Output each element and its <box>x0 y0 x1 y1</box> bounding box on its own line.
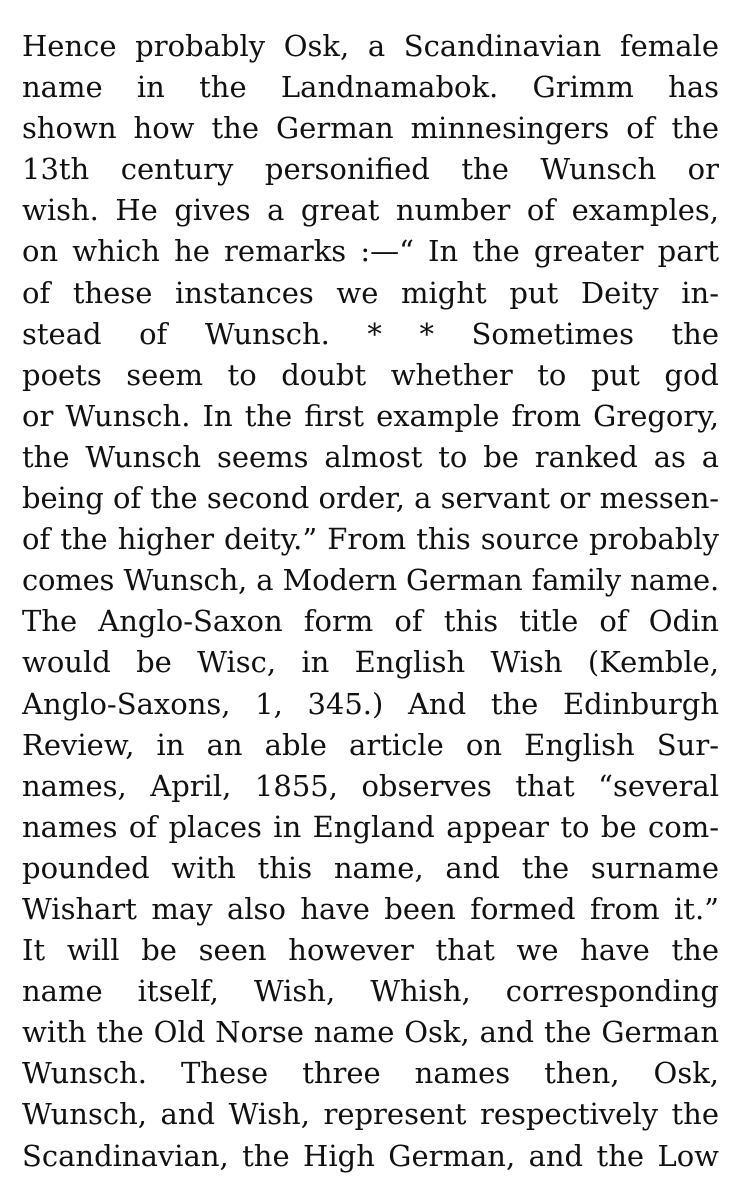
text-line: names of places in England appear to be com- <box>22 809 719 844</box>
text-line: stead of Wunsch. * * Sometimes the <box>22 316 719 351</box>
text-line: Wunsch. These three names then, Osk, <box>22 1056 719 1091</box>
text-line: Scandinavian, the High German, and the Low <box>22 1138 719 1173</box>
text-line: being of the second order, a servant or messen- <box>22 481 719 516</box>
text-line: poets seem to doubt whether to put god <box>22 357 719 392</box>
text-line: Review, in an able article on English Sur- <box>22 727 719 762</box>
text-line: name in the Landnamabok. Grimm has <box>22 70 719 105</box>
text-line: Hence probably Osk, a Scandinavian female <box>22 29 719 63</box>
text-line: with the Old Norse name Osk, and the German <box>22 1015 719 1050</box>
text-line: or Wunsch. In the first example from Gregory, <box>22 398 719 433</box>
text-line: pounded with this name, and the surname <box>22 850 719 885</box>
text-line: name itself, Wish, Whish, corresponding <box>22 974 719 1009</box>
text-line: comes Wunsch, a Modern German family name. <box>22 563 719 598</box>
text-line: shown how the German minnesingers of the <box>22 111 719 146</box>
text-line: It will be seen however that we have the <box>22 933 719 968</box>
text-line: The Anglo-Saxon form of this title of Odin <box>22 604 719 639</box>
text-line: on which he remarks :—“ In the greater part <box>22 234 719 269</box>
text-line: Wunsch, and Wish, represent respectively the <box>22 1097 719 1132</box>
body-text <box>22 26 719 1177</box>
text-line: 13th century personified the Wunsch or <box>22 152 719 187</box>
text-line: Anglo-Saxons, 1, 345.) And the Edinburgh <box>22 686 719 721</box>
text-line: Wishart may also have been formed from it.” <box>22 891 719 926</box>
text-line: of the higher deity.” From this source probably <box>22 522 719 557</box>
text-line: names, April, 1855, observes that “several <box>22 768 719 803</box>
text-line: wish. He gives a great number of examples, <box>22 193 719 228</box>
text-line: the Wunsch seems almost to be ranked as a <box>22 439 719 474</box>
text-line: would be Wisc, in English Wish (Kemble, <box>22 645 719 680</box>
text-line: of these instances we might put Deity in- <box>22 275 719 310</box>
